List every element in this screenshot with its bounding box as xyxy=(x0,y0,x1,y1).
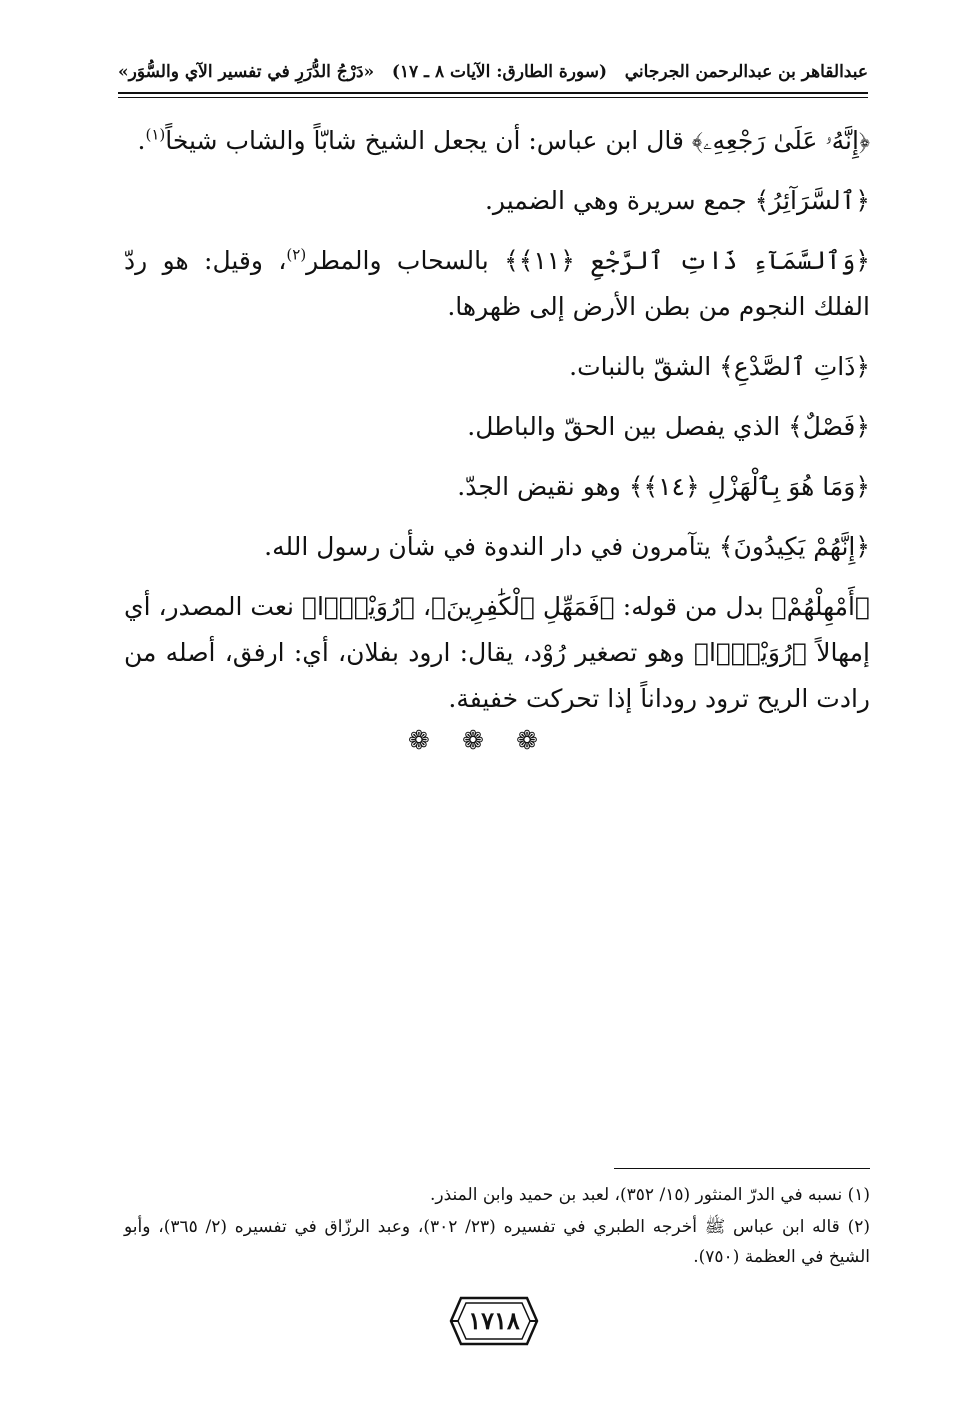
page-number: ١٧١٨ xyxy=(468,1306,520,1335)
quran-quote: ﴿إِنَّهُۥ عَلَىٰ رَجْعِهِۦ﴾ xyxy=(691,126,870,155)
footnote-rule xyxy=(614,1168,870,1169)
paragraph-text: بدل من قوله: ﴿فَمَهِّلِ ٱلْكَٰفِرِينَ﴾، ﴿رُوَيْدًۢا﴾ نعت المصدر، أي إمهالاً ﴿رُوَيْدًۢا﴾ وهو تصغير رُوْد، يقال: ارود بفلان، أي: ارفق، أصله من رادت الريح ترود روداناً إذا تحركت خفيفة. xyxy=(124,592,870,713)
running-header xyxy=(118,54,868,90)
paragraph xyxy=(124,118,870,164)
footnote-number: (٢) xyxy=(847,1217,870,1237)
footnote-marker[interactable]: (١) xyxy=(145,125,166,144)
footnote-marker[interactable]: (٢) xyxy=(286,245,307,264)
paragraph xyxy=(124,404,870,450)
paragraph-text: الذي يفصل بين الحقّ والباطل. xyxy=(467,412,789,441)
footnote-number: (١) xyxy=(847,1185,870,1205)
paragraph xyxy=(124,524,870,570)
footnote-item xyxy=(124,1180,870,1210)
footnote-item xyxy=(124,1212,870,1272)
paragraph xyxy=(124,464,870,510)
footnotes xyxy=(124,1180,870,1274)
quran-quote: ﴿إِنَّهُمْ يَكِيدُونَ﴾ xyxy=(718,532,870,561)
quran-quote: ﴿فَصْلٌ﴾ xyxy=(788,412,870,441)
paragraph-tail: ، وقيل: هو ردّ الفلك النجوم من بطن الأرض إلى ظهرها. xyxy=(124,246,870,321)
quran-quote: ﴿ٱلسَّرَآئِرُ﴾ xyxy=(754,186,870,215)
paragraph-text: بالسحاب والمطر xyxy=(306,246,505,275)
quran-quote: ﴿ذَاتِ ٱلصَّدْعِ﴾ xyxy=(719,352,870,381)
header-rule xyxy=(118,92,868,98)
paragraph xyxy=(124,584,870,722)
paragraph-tail: . xyxy=(137,126,146,155)
main-text xyxy=(124,118,870,736)
quran-quote: ﴿وَمَا هُوَ بِٱلْهَزْلِ ﴿١٤﴾﴾ xyxy=(628,472,870,501)
footnote-text: قاله ابن عباس ﷺ أخرجه الطبري في تفسيره (٢٣/ ٣٠٢)، وعبد الرزّاق في تفسيره (٢/ ٣٦٥)، وأبو الشيخ في العظمة (٧٥٠). xyxy=(124,1217,870,1267)
paragraph-text: وهو نقيض الجدّ. xyxy=(457,472,629,501)
quran-quote: ﴿أَمْهِلْهُمْ﴾ xyxy=(771,592,870,621)
page-number-badge xyxy=(449,1294,539,1348)
quran-quote: ﴿وَٱلسَّمَآءِ ذَاتِ ٱلرَّجْعِ ﴿١١﴾﴾ xyxy=(504,246,870,275)
header-section: (سورة الطارق: الآيات ٨ ـ ١٧) xyxy=(391,62,608,82)
header-book-title: «دَرْجُ الدُّرَرِ في تفسير الآي والسُّوَر» xyxy=(118,62,375,82)
paragraph-text: جمع سريرة وهي الضمير. xyxy=(484,186,755,215)
paragraph-text: الشقّ بالنبات. xyxy=(569,352,720,381)
footnote-text: نسبه في الدرّ المنثور (١٥/ ٣٥٢)، لعبد بن حميد وابن المنذر. xyxy=(430,1185,843,1205)
paragraph xyxy=(124,344,870,390)
header-author: عبدالقاهر بن عبدالرحمن الجرجاني xyxy=(624,62,868,82)
paragraph xyxy=(124,178,870,224)
paragraph-text: قال ابن عباس: أن يجعل الشيخ شابّاً والشاب شيخاً xyxy=(165,126,692,155)
paragraph xyxy=(124,238,870,330)
section-ornament: ❁ ❁ ❁ xyxy=(408,726,550,756)
paragraph-text: يتآمرون في دار الندوة في شأن رسول الله. xyxy=(264,532,719,561)
